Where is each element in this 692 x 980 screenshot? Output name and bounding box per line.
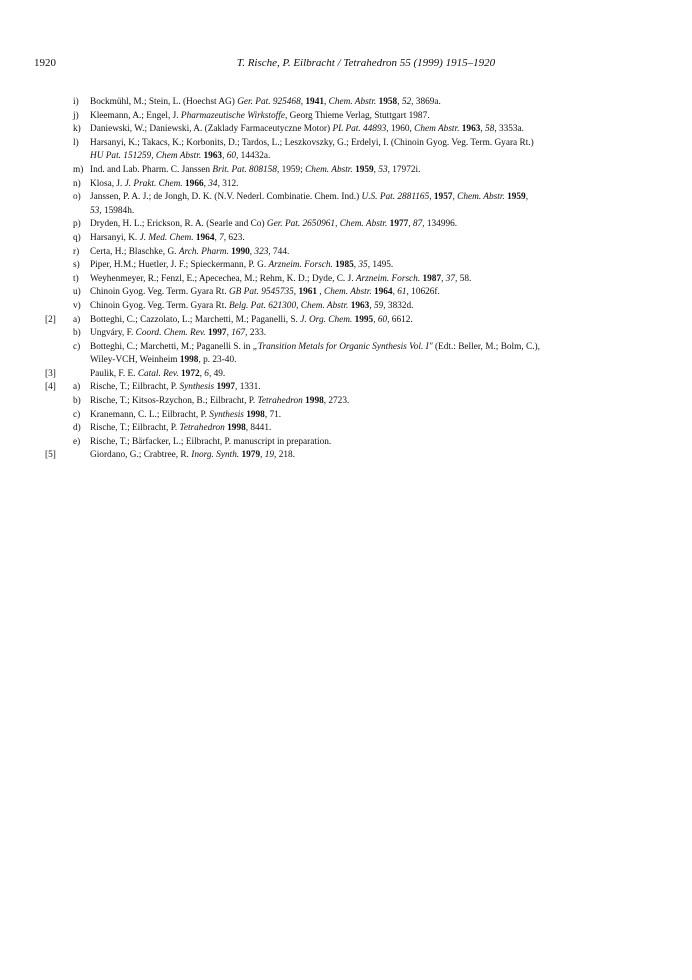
reference-entry	[0, 314, 692, 328]
italic-text: J. Prakt. Chem.	[124, 178, 183, 189]
italic-text: 60	[377, 314, 388, 325]
bold-text: 1966	[185, 178, 204, 189]
reference-text	[90, 354, 236, 368]
plain-text: ,	[397, 97, 402, 107]
reference-line	[0, 449, 692, 463]
italic-text: U.S. Pat. 2881165	[361, 192, 430, 203]
running-title: T. Rische, P. Eilbracht / Tetrahedron 55 (1999) 1915–1920	[236, 57, 496, 69]
reference-sublabel: o)	[73, 192, 81, 203]
bold-text: 1957	[433, 192, 453, 203]
plain-text: ,	[203, 178, 209, 189]
reference-entry	[0, 300, 692, 314]
italic-text: 59	[373, 300, 384, 311]
reference-entry	[0, 218, 692, 232]
reference-sublabel: q)	[73, 232, 81, 243]
plain-text: ,	[392, 287, 398, 298]
reference-entry	[0, 422, 692, 436]
bold-text: 1958	[378, 97, 398, 107]
reference-entry	[0, 110, 692, 124]
plain-text: ,	[214, 232, 220, 243]
italic-text: Arch. Pharm.	[178, 246, 229, 257]
reference-text	[90, 232, 245, 246]
reference-line	[0, 273, 692, 287]
plain-text: ,	[323, 97, 329, 107]
reference-entry	[0, 395, 692, 409]
reference-entry	[0, 368, 692, 382]
italic-text: 61	[397, 287, 407, 298]
italic-text: Chem. Abstr.	[324, 287, 372, 298]
plain-text: , 623.	[223, 232, 245, 243]
plain-text: Rische, T.; Eilbracht, P.	[90, 382, 180, 393]
reference-text	[90, 300, 413, 314]
italic-text: Tetrahedron	[179, 423, 225, 434]
reference-line	[0, 110, 692, 124]
plain-text: Certa, H.; Blaschke, G.	[90, 246, 179, 257]
reference-sublabel: b)	[73, 328, 81, 339]
reference-text	[90, 123, 524, 137]
reference-text	[90, 436, 331, 450]
plain-text: ,	[296, 300, 301, 311]
plain-text: ,	[260, 450, 265, 461]
reference-number: [4]	[45, 382, 56, 393]
italic-text: HU Pat. 151259	[90, 151, 152, 162]
italic-text: 167	[231, 328, 246, 339]
bold-text: 1990	[231, 246, 250, 257]
reference-number: [2]	[45, 314, 56, 325]
plain-text: , 1331.	[235, 382, 261, 393]
italic-text: Tetrahedron	[257, 396, 303, 407]
reference-line	[0, 191, 692, 205]
plain-text: Rische, T.; Bärfacker, L.; Eilbracht, P. manuscript in preparation.	[90, 436, 332, 447]
reference-sublabel: n)	[73, 178, 81, 189]
plain-text: ,	[226, 328, 232, 339]
plain-text: , 218.	[274, 450, 295, 461]
reference-line	[0, 164, 692, 178]
reference-text	[90, 218, 457, 232]
plain-text: Chinoin Gyog. Veg. Term. Gyara Rt.	[90, 300, 229, 311]
plain-text: , 312.	[217, 178, 239, 189]
italic-text: 35	[358, 260, 368, 271]
plain-text: Rische, T.; Kitsos-Rzychon, B.; Eilbracht, P.	[90, 396, 258, 407]
plain-text: ,	[429, 192, 434, 203]
reference-line	[0, 422, 692, 436]
italic-text: Synthesis	[179, 382, 215, 393]
plain-text: , 10626f.	[406, 287, 440, 298]
bold-text: 1963	[350, 300, 370, 311]
plain-text: ,	[480, 124, 486, 135]
reference-line	[0, 232, 692, 246]
plain-text: ,	[369, 300, 374, 311]
plain-text: Ungváry, F.	[90, 328, 136, 339]
italic-text: Coord. Chem. Rev.	[135, 328, 206, 339]
plain-text: ,	[151, 151, 156, 162]
reference-text	[90, 110, 430, 124]
reference-entry	[0, 341, 692, 368]
bold-text: 1998	[246, 409, 265, 420]
plain-text: , 3832d.	[383, 300, 414, 311]
plain-text: , 134996.	[422, 219, 458, 230]
italic-text: Chem. Abstr.	[457, 192, 505, 203]
reference-text	[90, 341, 540, 355]
plain-text: , 3869a.	[411, 97, 441, 107]
bold-text: 1959	[355, 164, 374, 175]
italic-text: Ger. Pat. 2650961	[266, 219, 336, 230]
italic-text: Chem Abstr.	[414, 124, 460, 135]
plain-text: , 744.	[268, 246, 290, 257]
italic-text: 6	[204, 368, 209, 379]
reference-entry	[0, 286, 692, 300]
reference-sublabel: k)	[73, 124, 81, 135]
plain-text: , 58.	[455, 273, 472, 284]
plain-text: Dryden, H. L.; Erickson, R. A. (Searle and Co)	[90, 219, 267, 230]
reference-sublabel: c)	[73, 409, 81, 420]
plain-text: Kleemann, A.; Engel, J.	[90, 110, 181, 121]
plain-text: ,	[199, 368, 205, 379]
reference-line	[0, 96, 692, 110]
reference-text	[90, 205, 134, 219]
bold-text: 1979	[241, 450, 261, 461]
bold-text: 1972	[181, 368, 200, 379]
reference-text	[90, 422, 271, 436]
italic-text: Chem Abstr.	[155, 151, 202, 162]
reference-line	[0, 341, 692, 355]
reference-sublabel: i)	[73, 97, 79, 107]
reference-sublabel: s)	[73, 260, 80, 271]
reference-entry	[0, 436, 692, 450]
italic-text: Synthesis	[209, 409, 244, 420]
reference-line	[0, 286, 692, 300]
bold-text: 1998	[179, 355, 199, 366]
italic-text: 53	[90, 205, 100, 216]
reference-entry	[0, 164, 692, 178]
bold-text: 1941	[305, 97, 324, 107]
bold-text: 1961	[298, 287, 318, 298]
reference-line	[0, 218, 692, 232]
bold-text: 1964	[195, 232, 215, 243]
bold-text: 1963	[203, 151, 223, 162]
plain-text: ,	[452, 192, 458, 203]
italic-text: 34	[208, 178, 218, 189]
bold-text: 1987	[422, 273, 442, 284]
plain-text: Weyhenmeyer, R.; Fenzl, E.; Apecechea, M.; Rehm, K. D.; Dyde, C. J.	[90, 273, 356, 284]
plain-text: Giordano, G.; Crabtree, R.	[90, 450, 192, 461]
reference-number: [5]	[45, 450, 56, 461]
italic-text: 87	[412, 219, 423, 230]
reference-entry	[0, 123, 692, 137]
italic-text: Brit. Pat. 808158	[212, 164, 277, 175]
reference-sublabel: j)	[73, 110, 79, 121]
plain-text: Daniewski, W.; Daniewski, A. (Zaklady Farmaceutyczne Motor)	[90, 124, 333, 135]
reference-line	[0, 150, 692, 164]
reference-line	[0, 368, 692, 382]
reference-sublabel: p)	[73, 219, 81, 230]
reference-text	[90, 449, 295, 463]
reference-entry	[0, 449, 692, 463]
reference-entry	[0, 381, 692, 395]
bold-text: 1977	[389, 219, 409, 230]
reference-text	[90, 314, 413, 328]
plain-text: , 71.	[264, 409, 282, 420]
italic-text: 7	[219, 232, 224, 243]
plain-text: ,	[408, 219, 413, 230]
reference-entry	[0, 409, 692, 423]
plain-text: ,	[249, 246, 255, 257]
plain-text: ,	[317, 287, 325, 298]
italic-text: Inorg. Synth.	[191, 450, 240, 461]
plain-text: ,	[353, 260, 359, 271]
reference-text	[90, 178, 239, 192]
plain-text: , Georg Thieme Verlag, Stuttgart 1987.	[284, 110, 430, 121]
reference-line	[0, 137, 692, 151]
reference-line	[0, 395, 692, 409]
bold-text: 1997	[207, 328, 227, 339]
page-header	[0, 57, 692, 73]
reference-text	[90, 273, 471, 287]
reference-text	[90, 381, 261, 395]
plain-text: , p. 23-40.	[198, 355, 237, 366]
plain-text: , 1495.	[367, 260, 394, 271]
plain-text: , 8441.	[245, 423, 272, 434]
bold-text: 1997	[216, 382, 236, 393]
plain-text: , 2723.	[323, 396, 350, 407]
reference-sublabel: d)	[73, 423, 81, 434]
reference-sublabel: v)	[73, 300, 81, 311]
italic-text: J. Org. Chem.	[300, 314, 353, 325]
plain-text: , 15984h.	[99, 205, 135, 216]
reference-entry	[0, 246, 692, 260]
reference-sublabel: t)	[73, 273, 79, 284]
italic-text: Chem. Abstr.	[300, 300, 349, 311]
reference-line	[0, 436, 692, 450]
bold-text: 1995	[354, 314, 374, 325]
bold-text: 1998	[227, 423, 246, 434]
plain-text: , 3353a.	[494, 124, 525, 135]
reference-line	[0, 205, 692, 219]
bold-text: 1959	[507, 192, 526, 203]
reference-text	[90, 164, 420, 178]
plain-text: Janssen, P. A. J.; de Jongh, D. K. (N.V. Nederl. Combinatie. Chem. Ind.)	[90, 192, 362, 203]
italic-text: 60	[226, 151, 237, 162]
reference-entry	[0, 273, 692, 287]
plain-text: ,	[441, 273, 446, 284]
reference-sublabel: e)	[73, 436, 81, 447]
reference-sublabel: a)	[73, 382, 81, 393]
reference-line	[0, 259, 692, 273]
reference-line	[0, 327, 692, 341]
plain-text: Botteghi, C.; Cazzolato, L.; Marchetti, M.; Paganelli, S.	[90, 314, 301, 325]
reference-sublabel: b)	[73, 396, 81, 407]
reference-text	[90, 96, 441, 110]
italic-text: Chem. Abstr.	[339, 219, 388, 230]
reference-text	[90, 191, 528, 205]
plain-text: , 6612.	[387, 314, 413, 325]
plain-text: , 49.	[208, 368, 226, 379]
reference-line	[0, 354, 692, 368]
plain-text: (Edt.: Beller, M.; Bolm, C.),	[432, 341, 540, 352]
italic-text: 19	[264, 450, 275, 461]
bold-text: 1985	[335, 260, 354, 271]
reference-text	[90, 150, 270, 164]
reference-sublabel: r)	[73, 246, 80, 257]
italic-text: 37	[445, 273, 456, 284]
reference-line	[0, 409, 692, 423]
plain-text: Wiley-VCH, Weinheim	[90, 355, 180, 366]
italic-text: Catal. Rev.	[137, 368, 179, 379]
plain-text: Ind. and Lab. Pharm. C. Janssen	[90, 164, 213, 175]
reference-line	[0, 381, 692, 395]
plain-text: Botteghi, C.; Marchetti, M.; Paganelli S. in	[90, 341, 253, 352]
page-number: 1920	[34, 57, 56, 69]
italic-text: Chem. Abstr.	[305, 164, 353, 175]
bold-text: 1964	[373, 287, 393, 298]
reference-entry	[0, 191, 692, 218]
reference-number: [3]	[45, 368, 56, 379]
reference-text	[90, 246, 289, 260]
reference-entry	[0, 96, 692, 110]
italic-text: Chem. Abstr.	[328, 97, 377, 107]
plain-text: ,	[373, 164, 379, 175]
plain-text: ,	[373, 314, 378, 325]
reference-line	[0, 314, 692, 328]
italic-text: Pharmazeutische Wirkstoffe	[180, 110, 285, 121]
reference-text	[90, 137, 534, 151]
reference-text	[90, 395, 349, 409]
reference-sublabel: l)	[73, 137, 79, 148]
reference-line	[0, 246, 692, 260]
reference-line	[0, 300, 692, 314]
reference-line	[0, 178, 692, 192]
reference-entry	[0, 232, 692, 246]
plain-text: ,	[222, 151, 227, 162]
reference-entry	[0, 178, 692, 192]
reference-text	[90, 259, 393, 273]
reference-entry	[0, 259, 692, 273]
plain-text: Kranemann, C. L.; Eilbracht, P.	[90, 409, 210, 420]
reference-sublabel: c)	[73, 341, 81, 352]
plain-text: ,	[335, 219, 340, 230]
plain-text: Rische, T.; Eilbracht, P.	[90, 423, 180, 434]
italic-text: Arzneim. Forsch.	[268, 260, 333, 271]
italic-text: J. Med. Chem.	[139, 232, 194, 243]
plain-text: , 14432a.	[236, 151, 271, 162]
plain-text: Klosa, J.	[90, 178, 125, 189]
italic-text: 52	[401, 97, 412, 107]
bold-text: 1998	[305, 396, 324, 407]
reference-text	[90, 409, 281, 423]
italic-text: PL Pat. 44893	[332, 124, 387, 135]
reference-text	[90, 368, 225, 382]
plain-text: Harsanyi, K.	[90, 232, 140, 243]
plain-text: Paulik, F. E.	[90, 368, 138, 379]
italic-text: Belg. Pat. 621300	[228, 300, 297, 311]
plain-text: Harsanyi, K.; Takacs, K.; Korbonits, D.; Tardos, L.; Leszkovszky, G.; Erdelyi, I. (Chinoin Gyog. Veg. Term. Gyara Rt.)	[90, 137, 534, 148]
reference-list	[0, 96, 692, 463]
reference-entry	[0, 137, 692, 164]
plain-text: ,	[300, 97, 306, 107]
italic-text: 323	[254, 246, 269, 257]
plain-text: , 1959;	[276, 164, 306, 175]
plain-text: , 233.	[245, 328, 267, 339]
reference-line	[0, 123, 692, 137]
bold-text: 1963	[461, 124, 481, 135]
italic-text: 58	[485, 124, 495, 135]
reference-sublabel: a)	[73, 314, 81, 325]
reference-entry	[0, 327, 692, 341]
plain-text: Chinoin Gyog. Veg. Term. Gyara Rt.	[90, 287, 229, 298]
plain-text: Piper, H.M.; Huetler, J. F.; Spieckermann, P. G.	[90, 260, 269, 271]
reference-text	[90, 286, 440, 300]
italic-text: GB Pat. 9545735	[228, 287, 294, 298]
reference-sublabel: m)	[73, 164, 84, 175]
italic-text: Ger. Pat. 925468	[237, 97, 301, 107]
reference-text	[90, 327, 266, 341]
italic-text: Arzneim. Forsch.	[355, 273, 421, 284]
italic-text: 53	[378, 164, 388, 175]
plain-text: Bockmühl, M.; Stein, L. (Hoechst AG)	[90, 97, 238, 107]
plain-text: , 17972i.	[387, 164, 421, 175]
plain-text: ,	[525, 192, 529, 203]
plain-text: ,	[293, 287, 299, 298]
reference-sublabel: u)	[73, 287, 81, 298]
plain-text: , 1960,	[386, 124, 415, 135]
italic-text: „Transition Metals for Organic Synthesis Vol. I"	[252, 341, 433, 352]
